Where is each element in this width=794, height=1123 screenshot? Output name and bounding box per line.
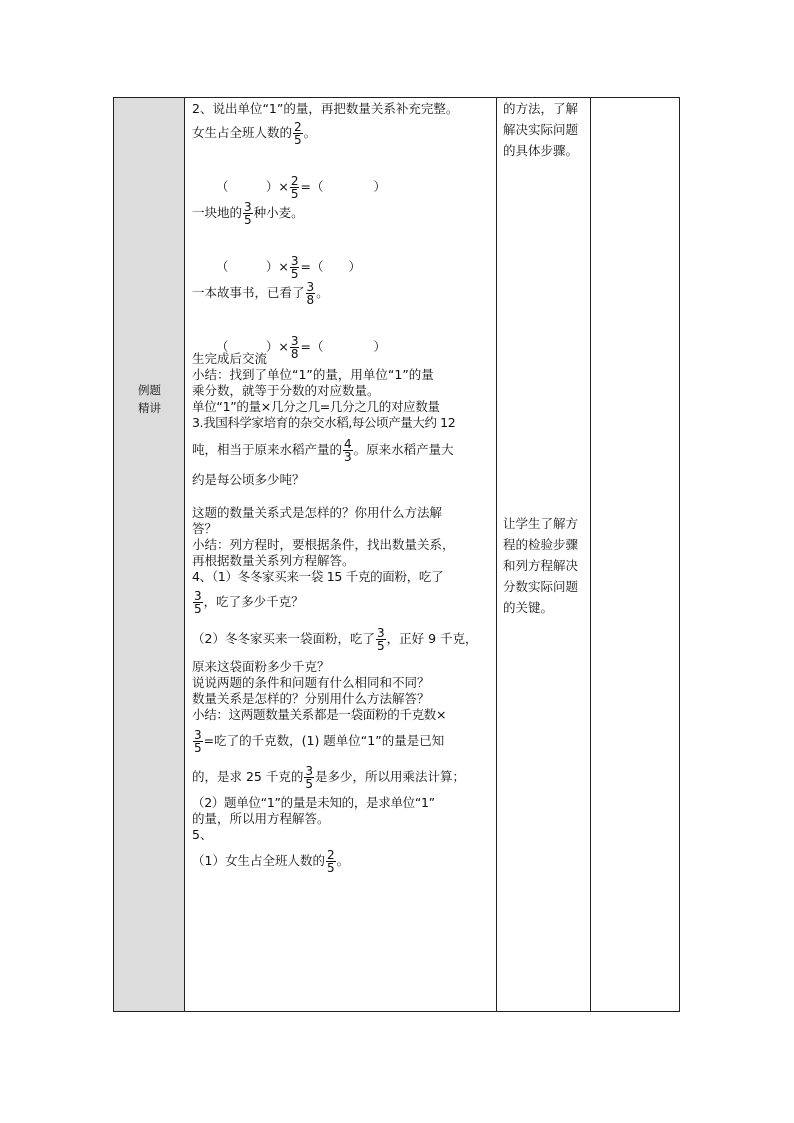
- q2-item-2-text: 一块地的: [192, 205, 243, 220]
- eq-left: （ ）×: [215, 259, 289, 274]
- summary-3d: （2）题单位“1”的量是未知的，是求单位“1”: [192, 795, 435, 810]
- summary-1a: 小结：找到了单位“1”的量，用单位“1”的量: [192, 367, 434, 382]
- label-column: [114, 98, 185, 1011]
- rule-line: 单位“1”的量×几分之几=几分之几的对应数量: [192, 399, 440, 414]
- eq-right: =（ ）: [300, 179, 386, 194]
- eq-left: （ ）×: [215, 339, 289, 354]
- q3-ask-a: 这题的数量关系式是怎样的？你用什么方法解: [192, 505, 443, 520]
- fraction: $\frac{3}{5}$: [194, 588, 202, 616]
- q5-item-1: [192, 843, 494, 879]
- summary-3a: 小结：这两题数量关系都是一袋面粉的千克数×: [192, 707, 447, 722]
- lesson-table: [113, 97, 680, 1012]
- q3-line-c: 约是每公顷多少吨？: [192, 472, 305, 487]
- q3-line-a: 3.我国科学家培育的杂交水稻,每公顷产量大约 12: [192, 415, 456, 430]
- notes-column: [591, 98, 679, 1011]
- summary-3c-text2: 是多少，所以用乘法计算；: [315, 769, 466, 784]
- fraction: $\frac{3}{8}$: [290, 334, 299, 361]
- q2-eq-2: [192, 239, 494, 281]
- q2-item-1-end: 。: [303, 125, 317, 140]
- summary-2b: 再根据数量关系列方程解答。: [192, 553, 355, 568]
- q4-line-e: 说说两题的条件和问题有什么相同和不同？: [192, 675, 430, 690]
- main-content: [192, 101, 494, 879]
- section-label: [114, 381, 185, 417]
- q3-line-b: [192, 431, 494, 469]
- summary-3b-text: =吃了的千克数，(1) 题单位“1”的量是已知: [203, 733, 445, 748]
- summary-3b: [192, 723, 494, 759]
- eq-right: =（ ）: [300, 259, 361, 274]
- q2-item-3-end: 。: [316, 285, 329, 300]
- q3-ask-b: 答？: [192, 521, 218, 536]
- q4-text-c2: ，正好 9 千克，: [386, 631, 478, 646]
- section-label-line1: 例题: [138, 383, 161, 397]
- q5-text: （1）女生占全班人数的: [192, 853, 325, 868]
- intent-note-top: 的方法，了解解决实际问题的具体步骤。: [503, 101, 579, 158]
- fraction: $\frac{3}{5}$: [305, 763, 313, 791]
- q4-line-d: 原来这袋面粉多少千克？: [192, 659, 330, 674]
- fraction: $\frac{3}{8}$: [306, 280, 315, 307]
- q4-line-f: 数量关系是怎样的？分别用什么方法解答？: [192, 691, 430, 706]
- after-text: 生完成后交流: [192, 351, 268, 366]
- q2-item-2: [192, 201, 494, 239]
- intent-note-mid: 让学生了解方程的检验步骤和列方程解决分数实际问题的关键。: [503, 516, 579, 615]
- q2-title: 2、说出单位“1”的量，再把数量关系补充完整。: [192, 101, 459, 116]
- eq-right: =（ ）: [300, 339, 386, 354]
- fraction: $\frac{2}{5}$: [290, 174, 299, 201]
- q5-label: 5、: [192, 827, 213, 842]
- summary-3c: [192, 759, 494, 795]
- summary-2a: 小结：列方程时，要根据条件，找出数量关系，: [192, 537, 455, 552]
- fraction: $\frac{2}{5}$: [294, 120, 302, 147]
- q2-item-3: [192, 281, 494, 319]
- q4-line-c: [192, 619, 494, 659]
- fraction: $\frac{3}{5}$: [244, 200, 252, 227]
- section-label-line2: 精讲: [138, 401, 161, 415]
- summary-3c-text1: 的，是求 25 千克的: [192, 769, 304, 784]
- summary-1b: 乘分数，就等于分数的对应数量。: [192, 383, 380, 398]
- q2-eq-1: [192, 159, 494, 201]
- q3-text-b1: 吨，相当于原来水稻产量的: [192, 442, 343, 457]
- eq-left: （ ）×: [215, 179, 289, 194]
- q3-text-b2: 。原来水稻产量大: [353, 442, 454, 457]
- q2-item-1-text: 女生占全班人数的: [192, 125, 293, 140]
- fraction: $\frac{3}{5}$: [290, 254, 299, 281]
- q4-text-b: ，吃了多少千克？: [203, 594, 304, 609]
- summary-3e: 的量，所以用方程解答。: [192, 811, 330, 826]
- q2-item-3-text: 一本故事书，已看了: [192, 285, 305, 300]
- q2-item-1: [192, 121, 494, 159]
- q4-line-b: [192, 585, 494, 619]
- q5-end: 。: [336, 853, 350, 868]
- q4-line-a: 4、（1）冬冬家买来一袋 15 千克的面粉，吃了: [192, 569, 444, 584]
- q2-item-2-end: 种小麦。: [253, 205, 304, 220]
- fraction: $\frac{2}{5}$: [326, 847, 335, 875]
- q4-text-c1: （2）冬冬家买来一袋面粉，吃了: [192, 631, 375, 646]
- fraction: $\frac{3}{5}$: [376, 625, 385, 653]
- fraction: $\frac{3}{5}$: [194, 727, 202, 755]
- fraction: $\frac{4}{3}$: [344, 436, 352, 464]
